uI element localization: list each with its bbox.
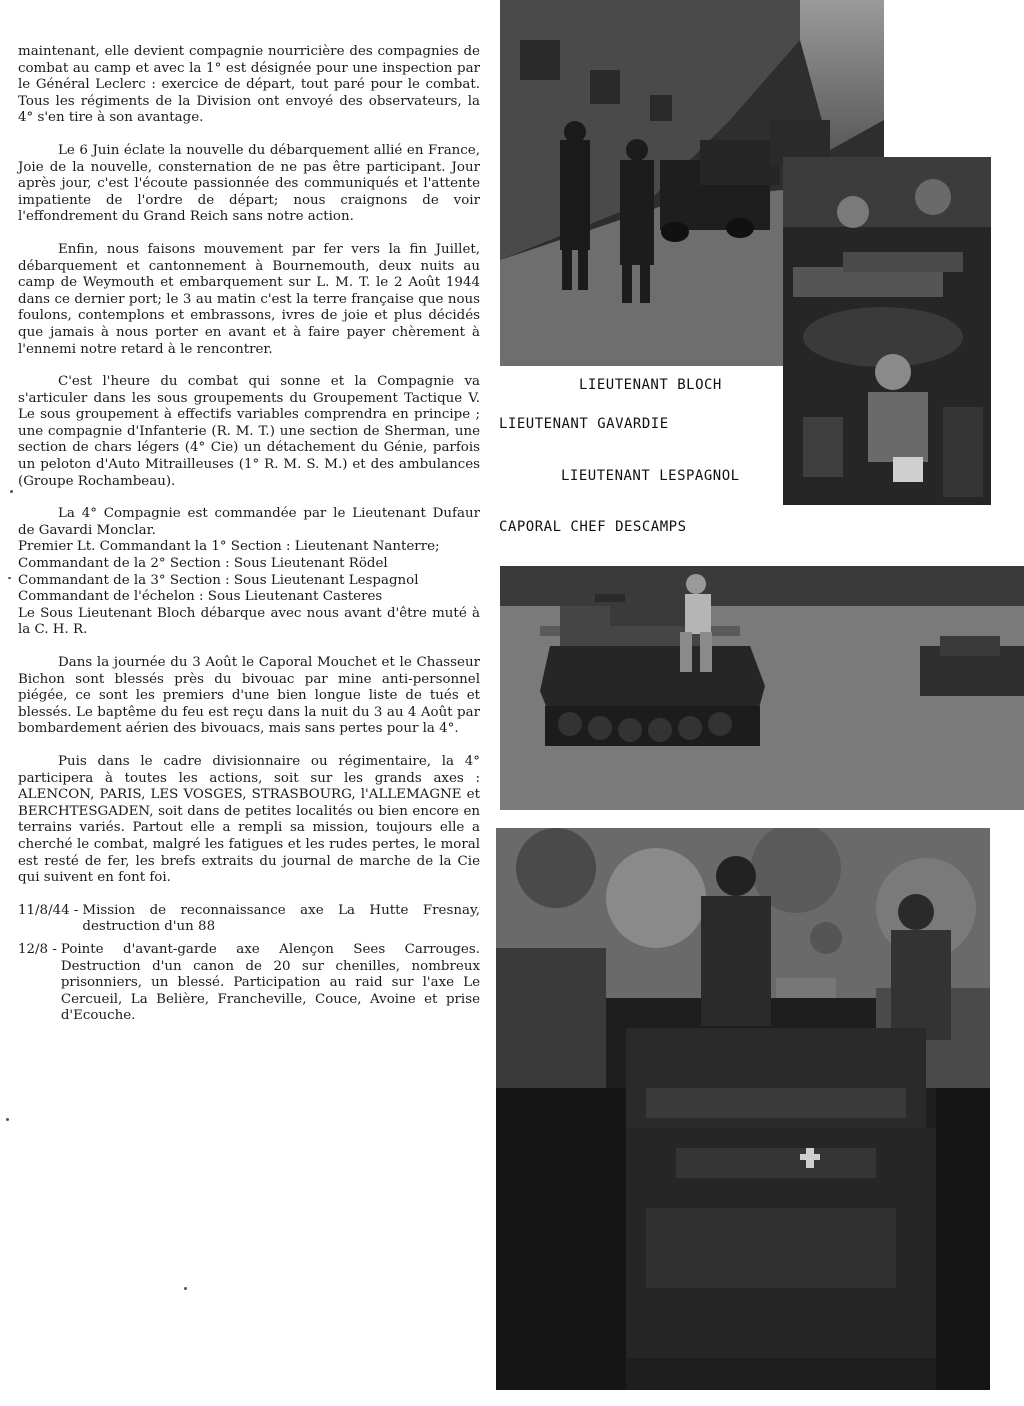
paragraph-2: Le 6 Juin éclate la nouvelle du débarquement allié en France, Joie de la nouvelle, consternation de ne pas être participant. Jour après jour, c'est l'écoute passionnée des communiqués et l'attente impatiente de l'ordre de départ; nous craignons de voir l'effondrement du Grand Reich sans notre action. [18, 142, 480, 225]
paragraph-7: Puis dans le cadre divisionnaire ou régimentaire, la 4° participera à toutes les actions, soit sur les grands axes : ALENCON, PARIS, LES VOSGES, STRASBOURG, l'ALLEMAGNE et BERCHTESGADEN, soit dans de petites localités ou bien encore en terrains variés. Partout elle a rempli sa mission, toujours elle a cherché le combat, malgré les fatigues et les rudes pertes, le moral est resté de fer, les brefs extraits du journal de marche de la Cie qui suivent en font foi. [18, 753, 480, 886]
caption-lieutenant-lespagnol: LIEUTENANT LESPAGNOL [561, 468, 740, 484]
commander-line-5: Le Sous Lieutenant Bloch débarque avec nous avant d'être muté à la C. H. R. [18, 605, 480, 638]
commander-line-3: Commandant de la 3° Section : Sous Lieutenant Lespagnol [18, 572, 419, 588]
tank-crew-under-trees-photo [496, 828, 990, 1390]
journal-entry-date: 11/8/44 - [18, 902, 79, 918]
paragraph-1: maintenant, elle devient compagnie nourricière des compagnies de combat au camp et avec la 1° est désignée pour une inspection par le Général Leclerc : exercice de départ, tout paré pour le combat. Tous les régiments de la Division ont envoyé des observateurs, la 4° s'en tire à son avantage. [18, 44, 480, 126]
journal-entry-body: Mission de reconnaissance axe La Hutte Fresnay, destruction d'un 88 [82, 902, 480, 935]
caption-lieutenant-gavardie: LIEUTENANT GAVARDIE [499, 416, 669, 432]
caption-lieutenant-bloch: LIEUTENANT BLOCH [579, 377, 722, 393]
journal-entry [18, 903, 480, 936]
journal-entry-date: 12/8 - [18, 941, 57, 957]
journal-entry-body: Pointe d'avant-garde axe Alençon Sees Carrouges. Destruction d'un canon de 20 sur chenilles, nombreux prisonniers, un blessé. Participation au raid sur l'axe Le Cercueil, La Belière, Francheville, Couce, Avoine et prise d'Ecouche. [60, 941, 480, 1024]
paragraph-5-intro: La 4° Compagnie est commandée par le Lieutenant Dufaur de Gavardi Monclar. [18, 506, 480, 538]
paragraph-4: C'est l'heure du combat qui sonne et la Compagnie va s'articuler dans les sous groupements du Groupement Tactique V. Le sous groupement à effectifs variables comprendra en principe ; une compagnie d'Infanterie (R. M. T.) une section de Sherman, une section de chars légers (4° Cie) un détachement du Génie, parfois un peloton d'Auto Mitrailleuses (1° R. M. S. M.) et des ambulances (Groupe Rochambeau). [18, 374, 480, 489]
commander-line-4: Commandant de l'échelon : Sous Lieutenant Casteres [18, 589, 383, 605]
article-text-column [18, 44, 480, 1031]
section-commanders-list [18, 539, 480, 639]
paragraph-3: Enfin, nous faisons mouvement par fer vers la fin Juillet, débarquement et cantonnement à Bournemouth, deux nuits au camp de Weymouth et embarquement sur L. M. T. le 2 Août 1944 dans ce dernier port; le 3 au matin c'est la terre française que nous foulons, contemplons et embrassons, ivres de joie et plus décidés que jamais à nous porter en avant et à faire payer chèrement à l'ennemi notre retard à le rencontrer. [18, 241, 480, 357]
tank-crew-photo [783, 157, 991, 505]
caption-caporal-chef-descamps: CAPORAL CHEF DESCAMPS [499, 519, 687, 535]
commander-line-1: Premier Lt. Commandant la 1° Section : Lieutenant Nanterre; [18, 539, 440, 555]
commander-line-2: Commandant de la 2° Section : Sous Lieutenant Rödel [18, 556, 388, 572]
journal-entry [18, 942, 480, 1025]
paragraph-6: Dans la journée du 3 Août le Caporal Mouchet et le Chasseur Bichon sont blessés près du bivouac par mine anti-personnel piégée, ce sont les premiers d'une bien longue liste de tués et blessés. Le baptême du feu est reçu dans la nuit du 3 au 4 Août par bombardement aérien des bivouacs, mais sans pertes pour la 4°. [18, 655, 480, 737]
tank-in-field-photo [500, 566, 1024, 810]
